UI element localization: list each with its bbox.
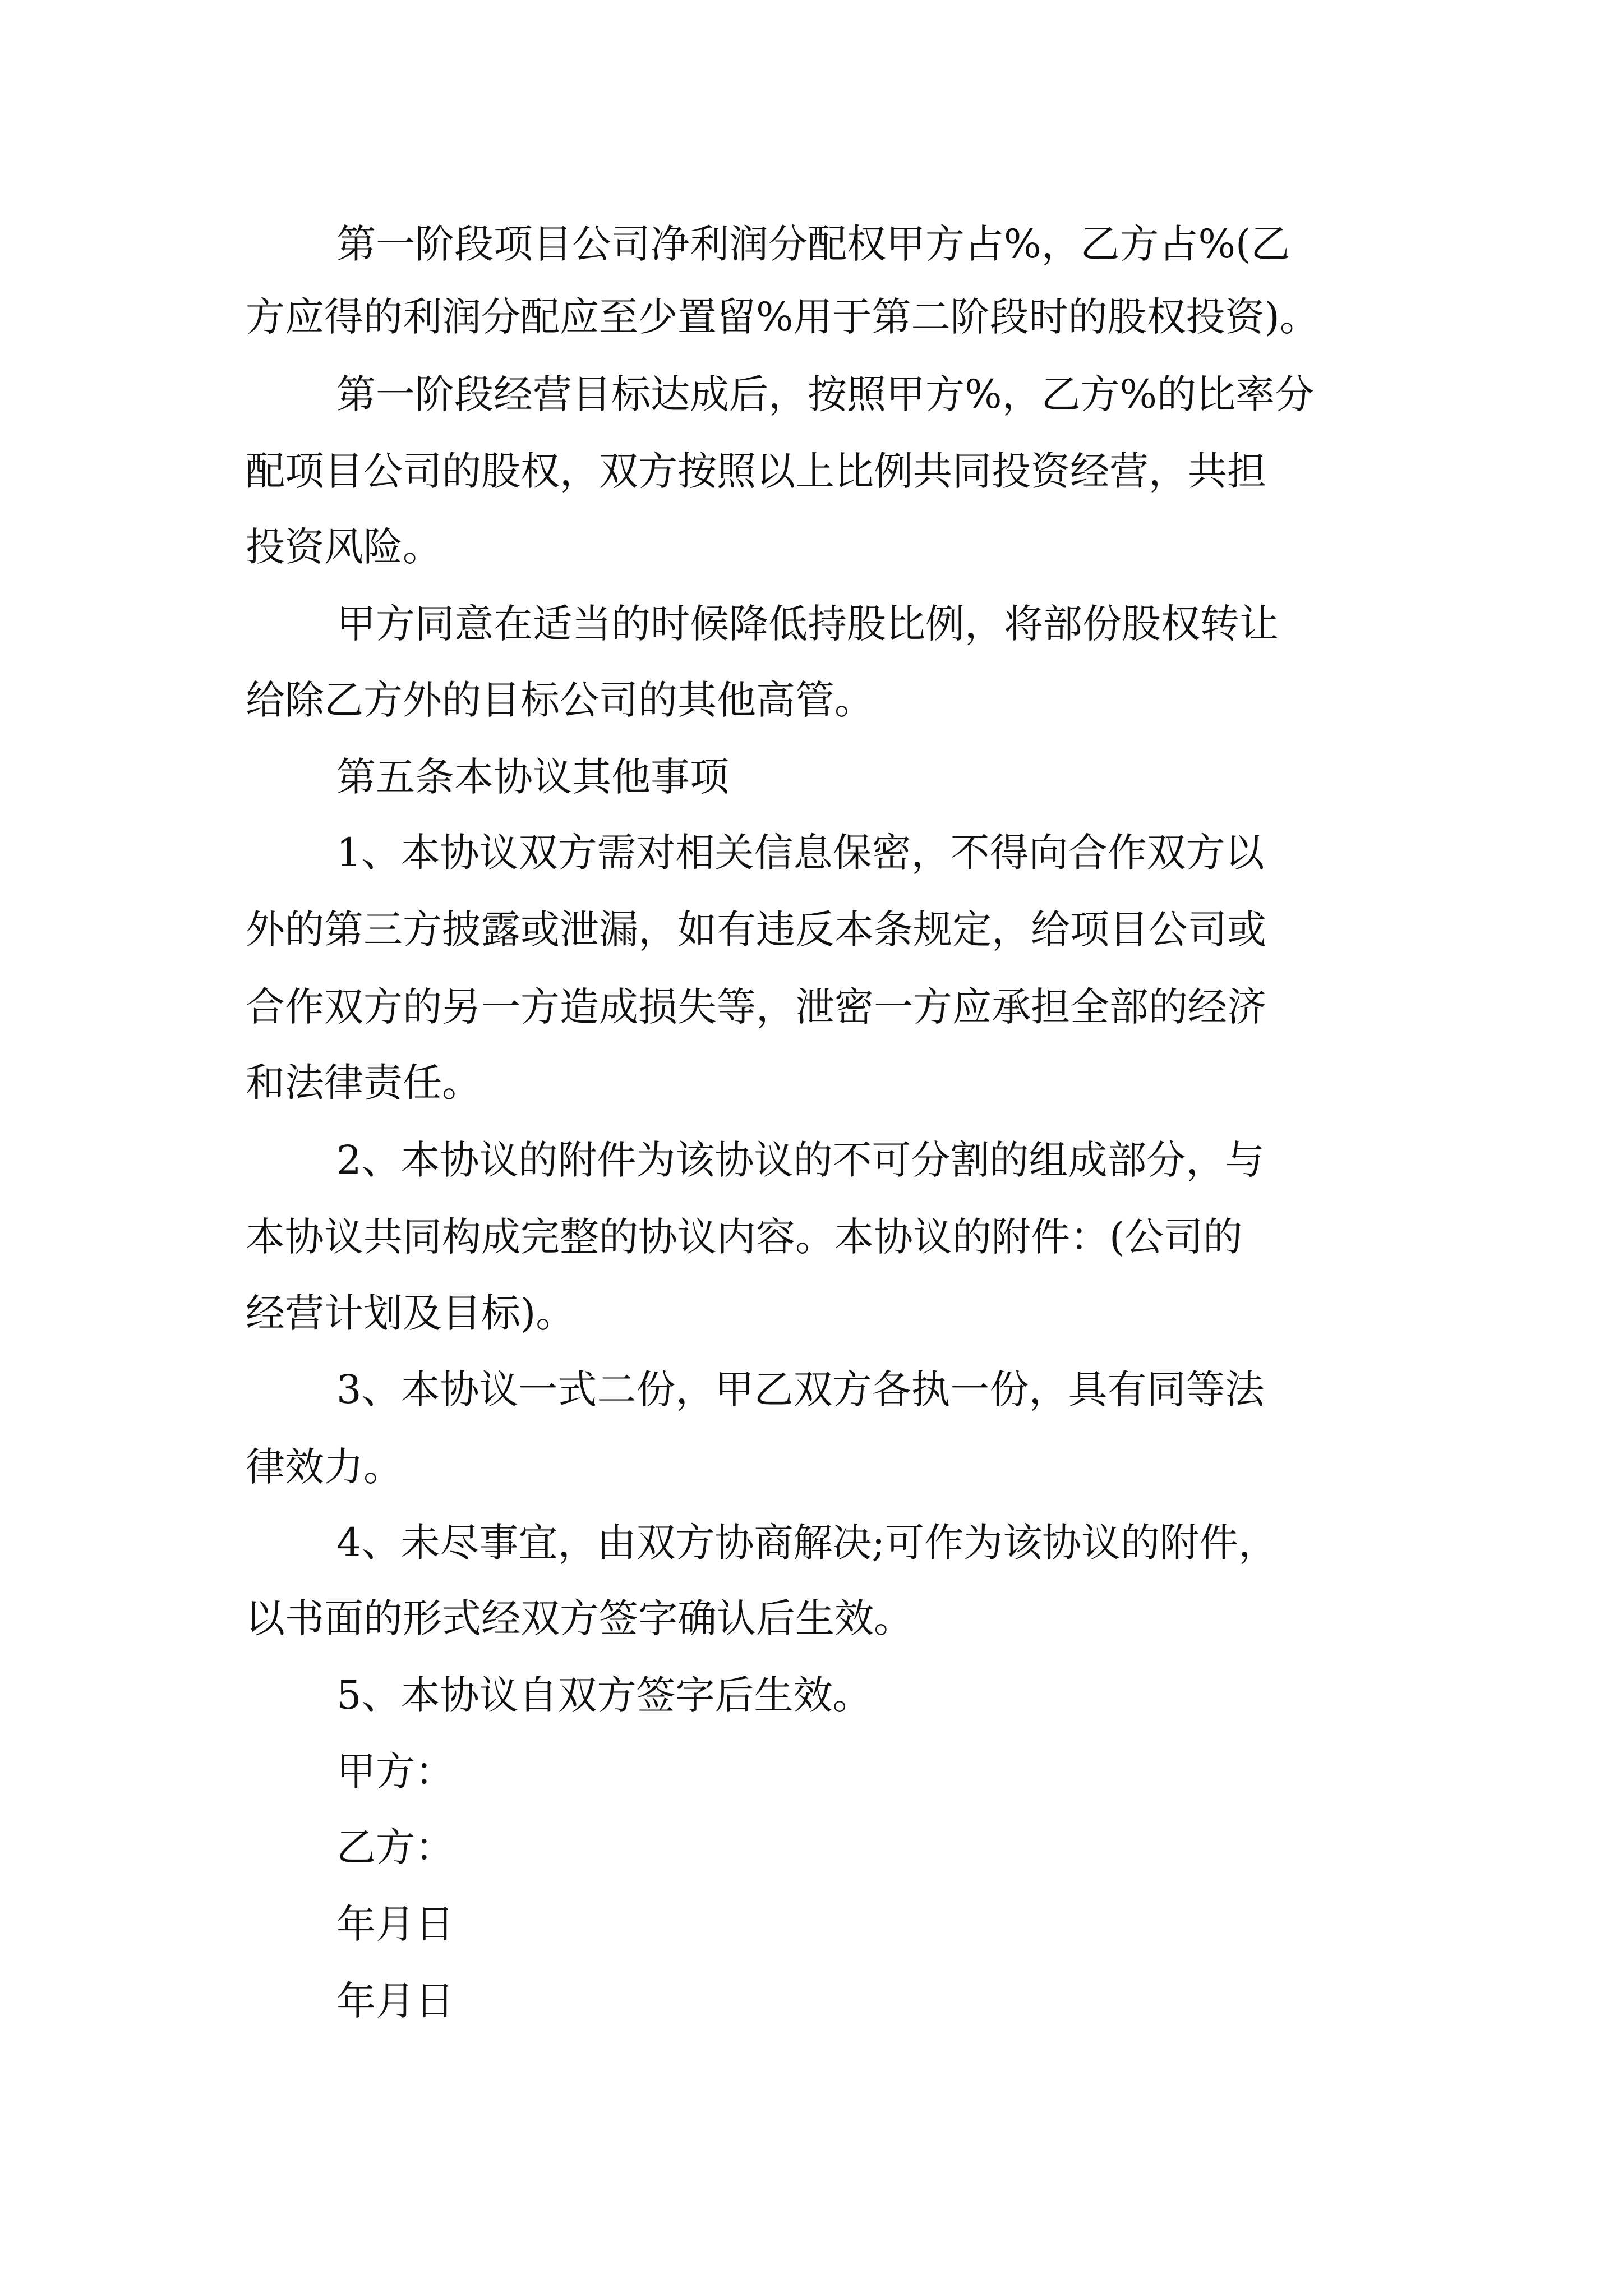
paragraph-share-transfer-line-1: 甲方同意在适当的时候降低持股比例，将部份股权转让 <box>336 601 1279 647</box>
clause-5-line-1: 5、本协议自双方签字后生效。 <box>336 1672 872 1718</box>
date-line-1: 年月日 <box>336 1901 454 1947</box>
date-line-2: 年月日 <box>336 1978 454 2024</box>
paragraph-equity-allocation-line-2: 配项目公司的股权，双方按照以上比例共同投资经营，共担 <box>246 448 1266 494</box>
paragraph-equity-allocation-line-3: 投资风险。 <box>246 524 442 570</box>
paragraph-profit-distribution-line-1: 第一阶段项目公司净利润分配权甲方占%，乙方占%(乙 <box>336 221 1290 267</box>
paragraph-share-transfer-line-2: 给除乙方外的目标公司的其他高管。 <box>246 677 874 723</box>
clause-4-line-2: 以书面的形式经双方签字确认后生效。 <box>246 1595 913 1641</box>
clause-1-line-2: 外的第三方披露或泄漏，如有违反本条规定，给项目公司或 <box>246 907 1266 953</box>
party-b-signature-label: 乙方： <box>336 1824 454 1870</box>
clause-3-line-2: 律效力。 <box>246 1444 403 1490</box>
clause-2-line-2: 本协议共同构成完整的协议内容。本协议的附件：(公司的 <box>246 1214 1243 1260</box>
paragraph-profit-distribution-line-2: 方应得的利润分配应至少置留%用于第二阶段时的股权投资)。 <box>246 294 1319 340</box>
clause-4-line-1: 4、未尽事宜，由双方协商解决;可作为该协议的附件， <box>336 1520 1278 1566</box>
paragraph-equity-allocation-line-1: 第一阶段经营目标达成后，按照甲方%，乙方%的比率分 <box>336 371 1315 417</box>
clause-1-line-4: 和法律责任。 <box>246 1060 481 1106</box>
clause-1-line-3: 合作双方的另一方造成损失等，泄密一方应承担全部的经济 <box>246 984 1266 1030</box>
article-five-heading: 第五条本协议其他事项 <box>336 754 729 800</box>
clause-2-line-1: 2、本协议的附件为该协议的不可分割的组成部分，与 <box>336 1137 1265 1183</box>
party-a-signature-label: 甲方： <box>336 1749 454 1795</box>
clause-1-line-1: 1、本协议双方需对相关信息保密，不得向合作双方以 <box>336 830 1265 876</box>
clause-3-line-1: 3、本协议一式二份，甲乙双方各执一份，具有同等法 <box>336 1366 1265 1412</box>
clause-2-line-3: 经营计划及目标)。 <box>246 1290 575 1336</box>
